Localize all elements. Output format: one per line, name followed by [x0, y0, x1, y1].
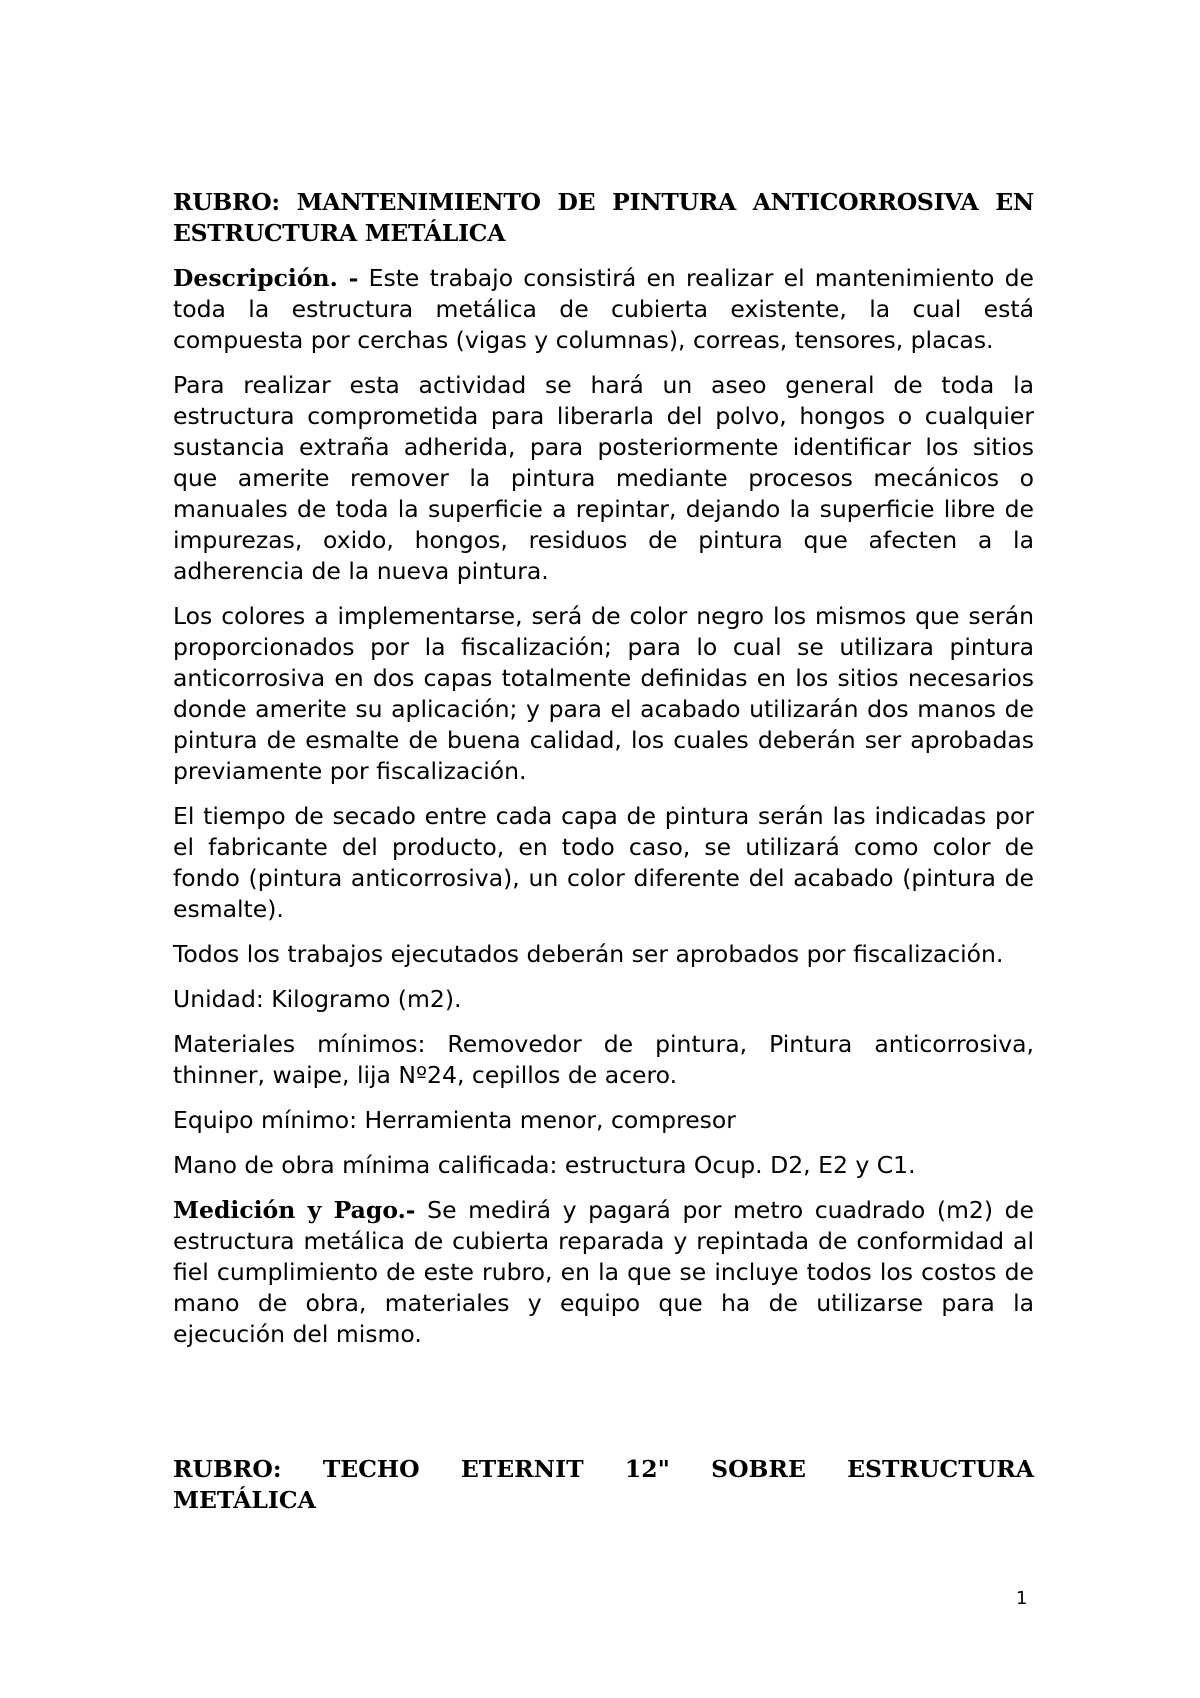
section-title-2: [173, 1454, 1034, 1516]
description-paragraph: [173, 263, 1034, 356]
equipment-line: Equipo mínimo: Herramienta menor, compresor: [173, 1106, 736, 1134]
paragraph-approval: Todos los trabajos ejecutados deberán ser aprobados por fiscalización.: [173, 940, 1004, 968]
title-word: 12": [624, 1455, 670, 1483]
title-word: ETERNIT: [460, 1455, 584, 1483]
title-word: RUBRO:: [173, 1455, 282, 1483]
materials-line: Materiales mínimos: Removedor de pintura, Pintura anticorrosiva, thinner, waipe, lija Nº24, cepillos de acero.: [173, 1030, 1034, 1089]
measurement-text: Se medirá y pagará por metro cuadrado (m2) de estructura metálica de cubierta reparada y repintada de conformidad al fiel cumplimiento de este rubro, en la que se incluye todos los costos de mano de obra, materiales y equipo que ha de utilizarse para la ejecución del mismo.: [173, 1196, 1035, 1348]
page-number: 1: [1016, 1588, 1028, 1609]
paragraph-colors: Los colores a implementarse, será de color negro los mismos que serán proporcionados por la fiscalización; para lo cual se utilizara pintura anticorrosiva en dos capas totalmente definidas en los sitios necesarios donde amerite su aplicación; y para el acabado utilizarán dos manos de pintura de esmalte de buena calidad, los cuales deberán ser aprobadas previamente por fiscalización.: [173, 602, 1034, 785]
paragraph-drying: El tiempo de secado entre cada capa de pintura serán las indicadas por el fabricante del producto, en todo caso, se utilizará como color de fondo (pintura anticorrosiva), un color diferente del acabado (pintura de esmalte).: [173, 802, 1034, 923]
section-title-2-line1: [173, 1454, 1034, 1485]
title-word: ESTRUCTURA: [847, 1455, 1034, 1483]
title-word: SOBRE: [711, 1455, 806, 1483]
measurement-label: Medición y Pago.-: [173, 1196, 416, 1224]
description-text: Este trabajo consistirá en realizar el mantenimiento de toda la estructura metálica de cubierta existente, la cual está compuesta por cerchas (vigas y columnas), correas, tensores, placas.: [173, 264, 1034, 354]
paragraph-cleaning: Para realizar esta actividad se hará un aseo general de toda la estructura comprometida para liberarla del polvo, hongos o cualquier sustancia extraña adherida, para posteriormente identificar los sitios que amerite remover la pintura mediante procesos mecánicos o manuales de toda la superficie a repintar, dejando la superficie libre de impurezas, oxido, hongos, residuos de pintura que afecten a la adherencia de la nueva pintura.: [173, 371, 1034, 585]
section-title: RUBRO: MANTENIMIENTO DE PINTURA ANTICORROSIVA EN ESTRUCTURA METÁLICA: [173, 188, 1034, 247]
description-label: Descripción. -: [173, 264, 359, 292]
title-word: TECHO: [322, 1455, 420, 1483]
section-title-2-line2: METÁLICA: [173, 1486, 316, 1514]
unit-line: Unidad: Kilogramo (m2).: [173, 985, 462, 1013]
labor-line: Mano de obra mínima calificada: estructura Ocup. D2, E2 y C1.: [173, 1151, 916, 1179]
document-body: [173, 187, 1034, 1364]
measurement-paragraph: [173, 1195, 1034, 1350]
